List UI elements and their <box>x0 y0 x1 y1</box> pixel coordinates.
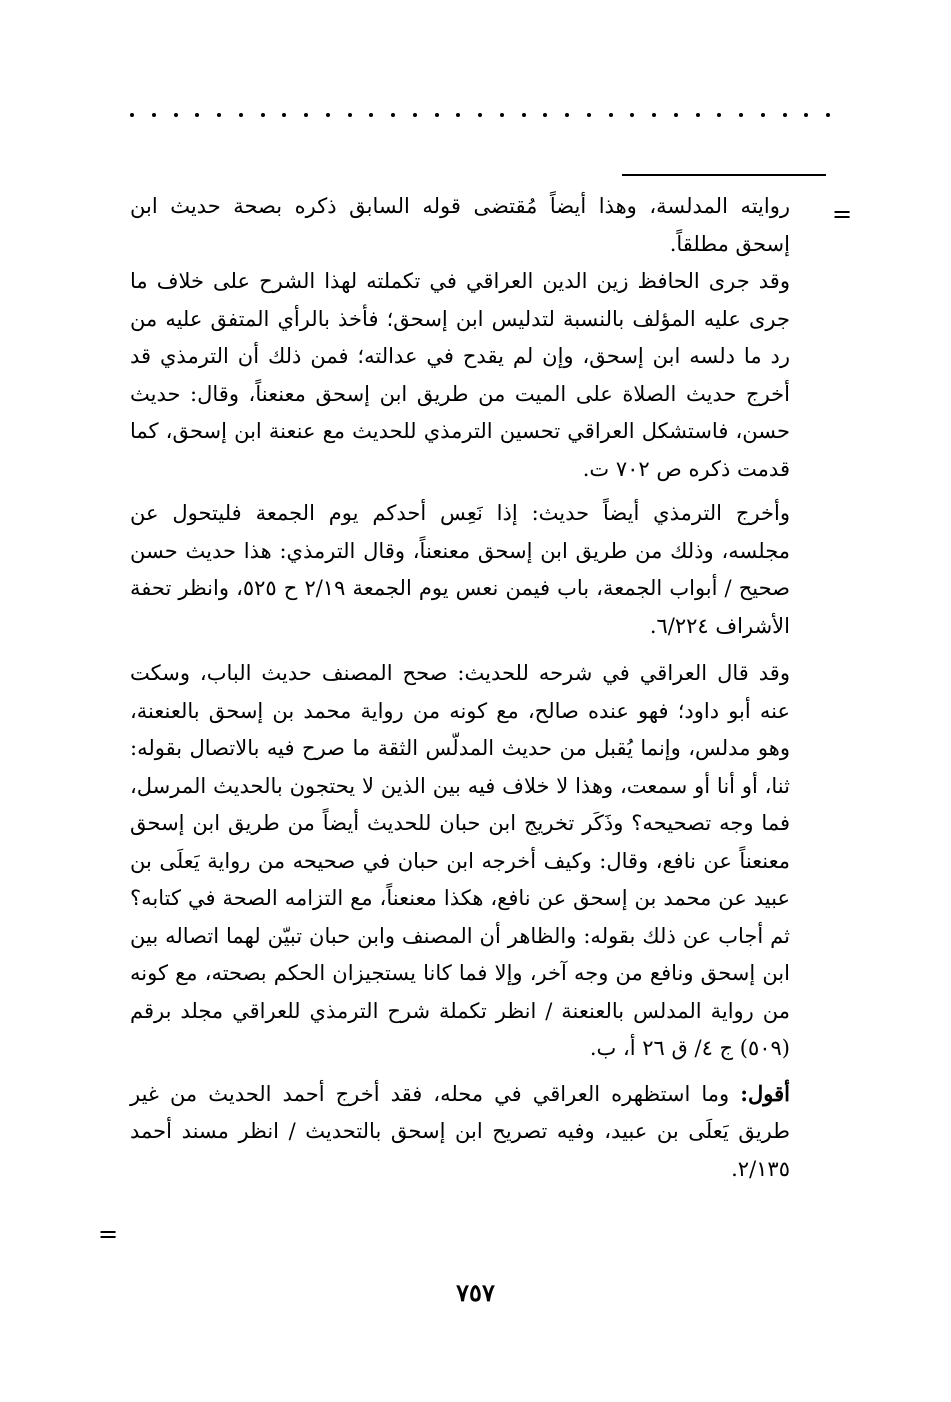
footnote-rule <box>622 174 826 176</box>
separator-dot <box>630 113 634 117</box>
separator-dot <box>500 113 504 117</box>
separator-dot <box>326 113 330 117</box>
separator-dot <box>130 113 134 117</box>
separator-dot <box>717 113 721 117</box>
footnote-paragraph-3 <box>130 495 790 645</box>
separator-dot <box>478 113 482 117</box>
footnote-body <box>130 188 790 1188</box>
separator-dot <box>543 113 547 117</box>
separator-dot <box>456 113 460 117</box>
separator-dot <box>783 113 787 117</box>
paragraph-text: وقد جرى الحافظ زين الدين العراقي في تكملته لهذا الشرح على خلاف ما جرى عليه المؤلف بالنسبة لتدليس ابن إسحق؛ فأخذ بالرأي المتفق عليه من رد ما دلسه ابن إسحق، وإن لم يقدح في عدالته؛ فمن ذلك أن الترمذي قد أخرج حديث الصلاة على الميت من طريق ابن إسحق معنعناً، وقال: حديث حسن، فاستشكل العراقي تحسين الترمذي للحديث مع عنعنة ابن إسحق، كما قدمت ذكره ص ٧٠٢ ت. <box>130 269 790 481</box>
separator-dot <box>739 113 743 117</box>
paragraph-lead: أقول: <box>740 1080 790 1106</box>
dotted-separator <box>130 108 830 122</box>
separator-dot <box>152 113 156 117</box>
separator-dot <box>804 113 808 117</box>
footnote-paragraph-4 <box>130 655 790 1068</box>
separator-dot <box>304 113 308 117</box>
separator-dot <box>674 113 678 117</box>
separator-dot <box>239 113 243 117</box>
separator-dot <box>174 113 178 117</box>
separator-dot <box>348 113 352 117</box>
separator-dot <box>282 113 286 117</box>
paragraph-text: روايته المدلسة، وهذا أيضاً مُقتضى قوله السابق ذكره بصحة حديث ابن إسحق مطلقاً. <box>130 194 790 256</box>
separator-dot <box>587 113 591 117</box>
separator-dot <box>565 113 569 117</box>
separator-dot <box>761 113 765 117</box>
separator-dot <box>369 113 373 117</box>
paragraph-text: وأخرج الترمذي أيضاً حديث: إذا نَعِس أحدكم يوم الجمعة فليتحول عن مجلسه، وذلك من طريق ابن إسحق معنعناً، وقال الترمذي: هذا حديث حسن صحيح / أبواب الجمعة، باب فيمن نعس يوم الجمعة ٢/١٩ ح ٥٢٥، وانظر تحفة الأشراف ٦/٢٢٤. <box>130 501 791 638</box>
separator-dot <box>696 113 700 117</box>
footnote-paragraph-1 <box>130 188 790 263</box>
paragraph-text: وقد قال العراقي في شرحه للحديث: صحح المصنف حديث الباب، وسكت عنه أبو داود؛ فهو عنده صالح، مع كونه من رواية محمد بن إسحق بالعنعنة، وهو مدلس، وإنما يُقبل من حديث المدلّس الثقة ما صرح فيه بالاتصال بقوله: ثنا، أو أنا أو سمعت، وهذا لا خلاف فيه بين الذين لا يحتجون بالحديث المرسل، فما وجه تصحيحه؟ وذَكَر تخريج ابن حبان للحديث أيضاً من طريق ابن إسحق معنعناً عن نافع، وقال: وكيف أخرجه ابن حبان في صحيحه من رواية يَعلَى بن عبيد عن محمد بن إسحق عن نافع، هكذا معنعناً، مع التزامه الصحة في كتابه؟ ثم أجاب عن ذلك بقوله: والظاهر أن المصنف وابن حبان تبيّن لهما اتصاله بين ابن إسحق ونافع من وجه آخر، وإلا فما كانا يستجيزان الحكم بصحته، مع كونه من رواية المدلس بالعنعنة / انظر تكملة شرح الترمذي للعراقي مجلد برقم (٥٠٩) ج ٤/ ق ٢٦ أ، ب. <box>130 661 790 1060</box>
separator-dot <box>826 113 830 117</box>
separator-dot <box>195 113 199 117</box>
separator-dot <box>261 113 265 117</box>
separator-dot <box>435 113 439 117</box>
continuation-marker-top: = <box>832 200 853 228</box>
separator-dot <box>522 113 526 117</box>
paragraph-text: وما استظهره العراقي في محله، فقد أخرج أحمد الحديث من غير طريق يَعلَى بن عبيد، وفيه تصريح ابن إسحق بالتحديث / انظر مسند أحمد ٢/١٣٥. <box>130 1081 790 1181</box>
separator-dot <box>413 113 417 117</box>
separator-dot <box>391 113 395 117</box>
page-number: ٧٥٧ <box>456 1278 495 1307</box>
footnote-paragraph-2 <box>130 263 790 488</box>
continuation-marker-bottom: = <box>98 1220 119 1248</box>
footnote-paragraph-5 <box>130 1075 790 1189</box>
separator-dot <box>652 113 656 117</box>
separator-dot <box>609 113 613 117</box>
separator-dot <box>217 113 221 117</box>
